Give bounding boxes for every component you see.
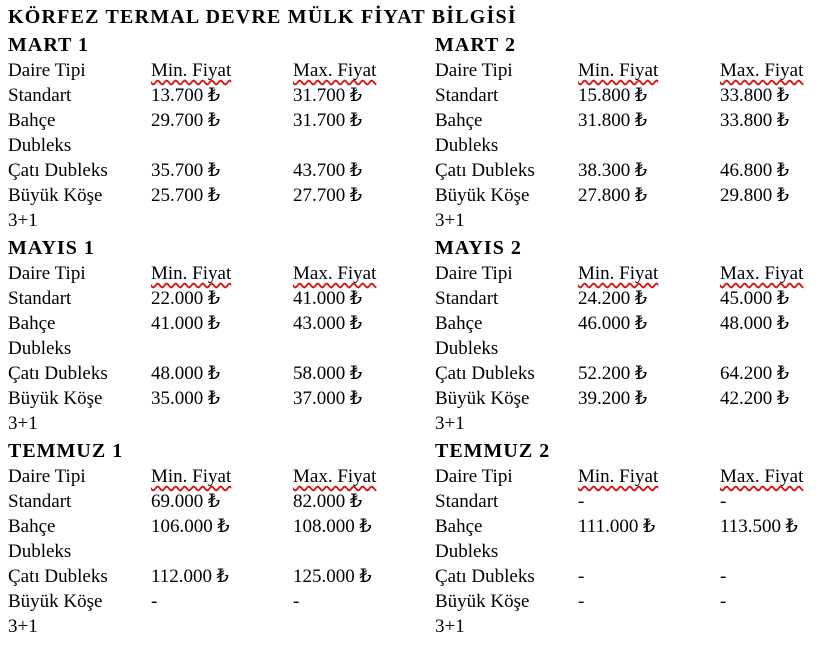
table-row xyxy=(435,489,825,514)
table-row xyxy=(8,158,408,183)
row-min: 35.700 ₺ xyxy=(151,160,221,181)
row-min: 31.800 ₺ xyxy=(578,110,648,131)
row-type: Çatı Dubleks xyxy=(8,160,108,181)
table-row xyxy=(435,183,825,208)
row-type: 3+1 xyxy=(435,413,465,434)
row-max: 82.000 ₺ xyxy=(293,491,363,512)
price-block-mart-2 xyxy=(435,33,825,233)
table-row xyxy=(8,539,408,564)
table-row xyxy=(8,614,408,639)
table-row xyxy=(435,386,825,411)
row-type: Büyük Köşe xyxy=(8,185,103,206)
row-type: Dubleks xyxy=(435,541,499,562)
table-row xyxy=(435,286,825,311)
row-min xyxy=(578,411,720,436)
table-row xyxy=(8,361,408,386)
row-min: 35.000 ₺ xyxy=(151,388,221,409)
row-min: - xyxy=(578,566,585,587)
row-max: 45.000 ₺ xyxy=(720,288,790,309)
row-type: Dubleks xyxy=(435,338,499,359)
price-block-temmuz-2 xyxy=(435,439,825,639)
table-row xyxy=(435,311,825,336)
header-min: Min. Fiyat xyxy=(151,263,232,284)
table-row xyxy=(8,411,408,436)
row-type: Dubleks xyxy=(8,338,72,359)
row-min xyxy=(151,208,293,233)
row-type: 3+1 xyxy=(8,210,38,231)
table-row xyxy=(435,83,825,108)
row-min: 48.000 ₺ xyxy=(151,363,221,384)
row-min xyxy=(151,411,293,436)
table-row xyxy=(8,489,408,514)
row-max: 42.200 ₺ xyxy=(720,388,790,409)
table-row xyxy=(435,361,825,386)
row-min: 52.200 ₺ xyxy=(578,363,648,384)
row-type: Bahçe xyxy=(435,313,483,334)
table-row xyxy=(8,336,408,361)
row-min xyxy=(151,133,293,158)
row-type: Çatı Dubleks xyxy=(435,566,535,587)
row-type: Standart xyxy=(8,85,72,106)
header-max: Max. Fiyat xyxy=(293,466,377,487)
table-header xyxy=(8,464,408,489)
row-type: Standart xyxy=(435,491,499,512)
row-min: 29.700 ₺ xyxy=(151,110,221,131)
header-min: Min. Fiyat xyxy=(151,60,232,81)
table-row xyxy=(435,614,825,639)
row-type: Büyük Köşe xyxy=(8,591,103,612)
row-type: 3+1 xyxy=(435,616,465,637)
row-type: Büyük Köşe xyxy=(435,185,530,206)
row-type: Standart xyxy=(435,85,499,106)
table-row xyxy=(8,108,408,133)
header-max: Max. Fiyat xyxy=(720,60,804,81)
row-min xyxy=(151,614,293,639)
table-header xyxy=(8,58,408,83)
row-max: 29.800 ₺ xyxy=(720,185,790,206)
header-type: Daire Tipi xyxy=(435,263,513,284)
table-row xyxy=(435,514,825,539)
row-min: 27.800 ₺ xyxy=(578,185,648,206)
header-type: Daire Tipi xyxy=(8,466,86,487)
header-min: Min. Fiyat xyxy=(578,466,659,487)
row-min: - xyxy=(578,491,585,512)
header-type: Daire Tipi xyxy=(435,60,513,81)
row-type: Büyük Köşe xyxy=(435,388,530,409)
row-min: 106.000 ₺ xyxy=(151,516,230,537)
table-row xyxy=(8,386,408,411)
row-min: 38.300 ₺ xyxy=(578,160,648,181)
row-min: 41.000 ₺ xyxy=(151,313,221,334)
table-row xyxy=(8,286,408,311)
block-title: MAYIS 1 xyxy=(8,237,95,259)
row-type: Çatı Dubleks xyxy=(8,363,108,384)
row-type: Bahçe xyxy=(8,110,56,131)
row-type: Çatı Dubleks xyxy=(435,363,535,384)
header-max: Max. Fiyat xyxy=(293,263,377,284)
table-row xyxy=(435,208,825,233)
row-min xyxy=(578,133,720,158)
row-max: 43.000 ₺ xyxy=(293,313,363,334)
row-type: 3+1 xyxy=(8,616,38,637)
row-min: 22.000 ₺ xyxy=(151,288,221,309)
table-header xyxy=(435,464,825,489)
block-title: MART 1 xyxy=(8,34,90,56)
row-min xyxy=(578,539,720,564)
table-header xyxy=(435,58,825,83)
row-type: Dubleks xyxy=(435,135,499,156)
row-type: Standart xyxy=(8,491,72,512)
row-max: 64.200 ₺ xyxy=(720,363,790,384)
table-row xyxy=(8,183,408,208)
table-row xyxy=(435,411,825,436)
row-max: 41.000 ₺ xyxy=(293,288,363,309)
row-min: 15.800 ₺ xyxy=(578,85,648,106)
row-max: 113.500 ₺ xyxy=(720,516,798,537)
table-row xyxy=(8,83,408,108)
header-type: Daire Tipi xyxy=(435,466,513,487)
row-type: Standart xyxy=(435,288,499,309)
row-type: Büyük Köşe xyxy=(435,591,530,612)
block-title: TEMMUZ 1 xyxy=(8,440,124,462)
row-type: Bahçe xyxy=(435,110,483,131)
row-type: Bahçe xyxy=(8,516,56,537)
row-max: 27.700 ₺ xyxy=(293,185,363,206)
table-header xyxy=(435,261,825,286)
header-min: Min. Fiyat xyxy=(151,466,232,487)
row-max: 33.800 ₺ xyxy=(720,85,790,106)
table-row xyxy=(435,564,825,589)
header-min: Min. Fiyat xyxy=(578,60,659,81)
header-max: Max. Fiyat xyxy=(720,263,804,284)
price-block-temmuz-1 xyxy=(8,439,408,639)
row-type: 3+1 xyxy=(8,413,38,434)
row-max: 43.700 ₺ xyxy=(293,160,363,181)
row-max: 37.000 ₺ xyxy=(293,388,363,409)
table-row xyxy=(435,539,825,564)
row-type: Çatı Dubleks xyxy=(435,160,535,181)
header-type: Daire Tipi xyxy=(8,263,86,284)
price-block-mart-1 xyxy=(8,33,408,233)
row-type: 3+1 xyxy=(435,210,465,231)
row-type: Standart xyxy=(8,288,72,309)
table-row xyxy=(8,208,408,233)
table-row xyxy=(435,158,825,183)
row-min: 112.000 ₺ xyxy=(151,566,229,587)
row-min: 46.000 ₺ xyxy=(578,313,648,334)
price-block-mayis-2 xyxy=(435,236,825,436)
row-max: - xyxy=(293,591,300,612)
table-row xyxy=(8,564,408,589)
row-type: Bahçe xyxy=(8,313,56,334)
row-max: 33.800 ₺ xyxy=(720,110,790,131)
row-min: 24.200 ₺ xyxy=(578,288,648,309)
row-max: 31.700 ₺ xyxy=(293,85,363,106)
row-min xyxy=(578,614,720,639)
row-max: 31.700 ₺ xyxy=(293,110,363,131)
row-min: 39.200 ₺ xyxy=(578,388,648,409)
row-min xyxy=(151,539,293,564)
header-max: Max. Fiyat xyxy=(720,466,804,487)
row-max: 108.000 ₺ xyxy=(293,516,372,537)
row-min xyxy=(578,336,720,361)
header-min: Min. Fiyat xyxy=(578,263,659,284)
row-max: 58.000 ₺ xyxy=(293,363,363,384)
document-title: KÖRFEZ TERMAL DEVRE MÜLK FİYAT BİLGİSİ xyxy=(8,6,517,28)
table-row xyxy=(8,311,408,336)
row-max: 125.000 ₺ xyxy=(293,566,372,587)
row-min: 25.700 ₺ xyxy=(151,185,221,206)
row-min: 13.700 ₺ xyxy=(151,85,221,106)
row-min: - xyxy=(151,591,158,612)
row-max: 46.800 ₺ xyxy=(720,160,790,181)
row-type: Dubleks xyxy=(8,541,72,562)
row-min xyxy=(151,336,293,361)
table-row xyxy=(8,589,408,614)
row-min xyxy=(578,208,720,233)
row-type: Çatı Dubleks xyxy=(8,566,108,587)
row-max: - xyxy=(720,491,727,512)
row-type: Dubleks xyxy=(8,135,72,156)
row-min: 69.000 ₺ xyxy=(151,491,221,512)
table-row xyxy=(435,133,825,158)
table-row xyxy=(435,108,825,133)
header-type: Daire Tipi xyxy=(8,60,86,81)
row-max: - xyxy=(720,591,727,612)
table-row xyxy=(435,336,825,361)
row-max: 48.000 ₺ xyxy=(720,313,790,334)
table-row xyxy=(435,589,825,614)
block-title: MAYIS 2 xyxy=(435,237,522,259)
price-block-mayis-1 xyxy=(8,236,408,436)
row-max: - xyxy=(720,566,727,587)
row-min: - xyxy=(578,591,585,612)
row-min: 111.000 ₺ xyxy=(578,516,656,537)
block-title: TEMMUZ 2 xyxy=(435,440,551,462)
header-max: Max. Fiyat xyxy=(293,60,377,81)
table-row xyxy=(8,133,408,158)
table-row xyxy=(8,514,408,539)
block-title: MART 2 xyxy=(435,34,517,56)
row-type: Büyük Köşe xyxy=(8,388,103,409)
row-type: Bahçe xyxy=(435,516,483,537)
table-header xyxy=(8,261,408,286)
